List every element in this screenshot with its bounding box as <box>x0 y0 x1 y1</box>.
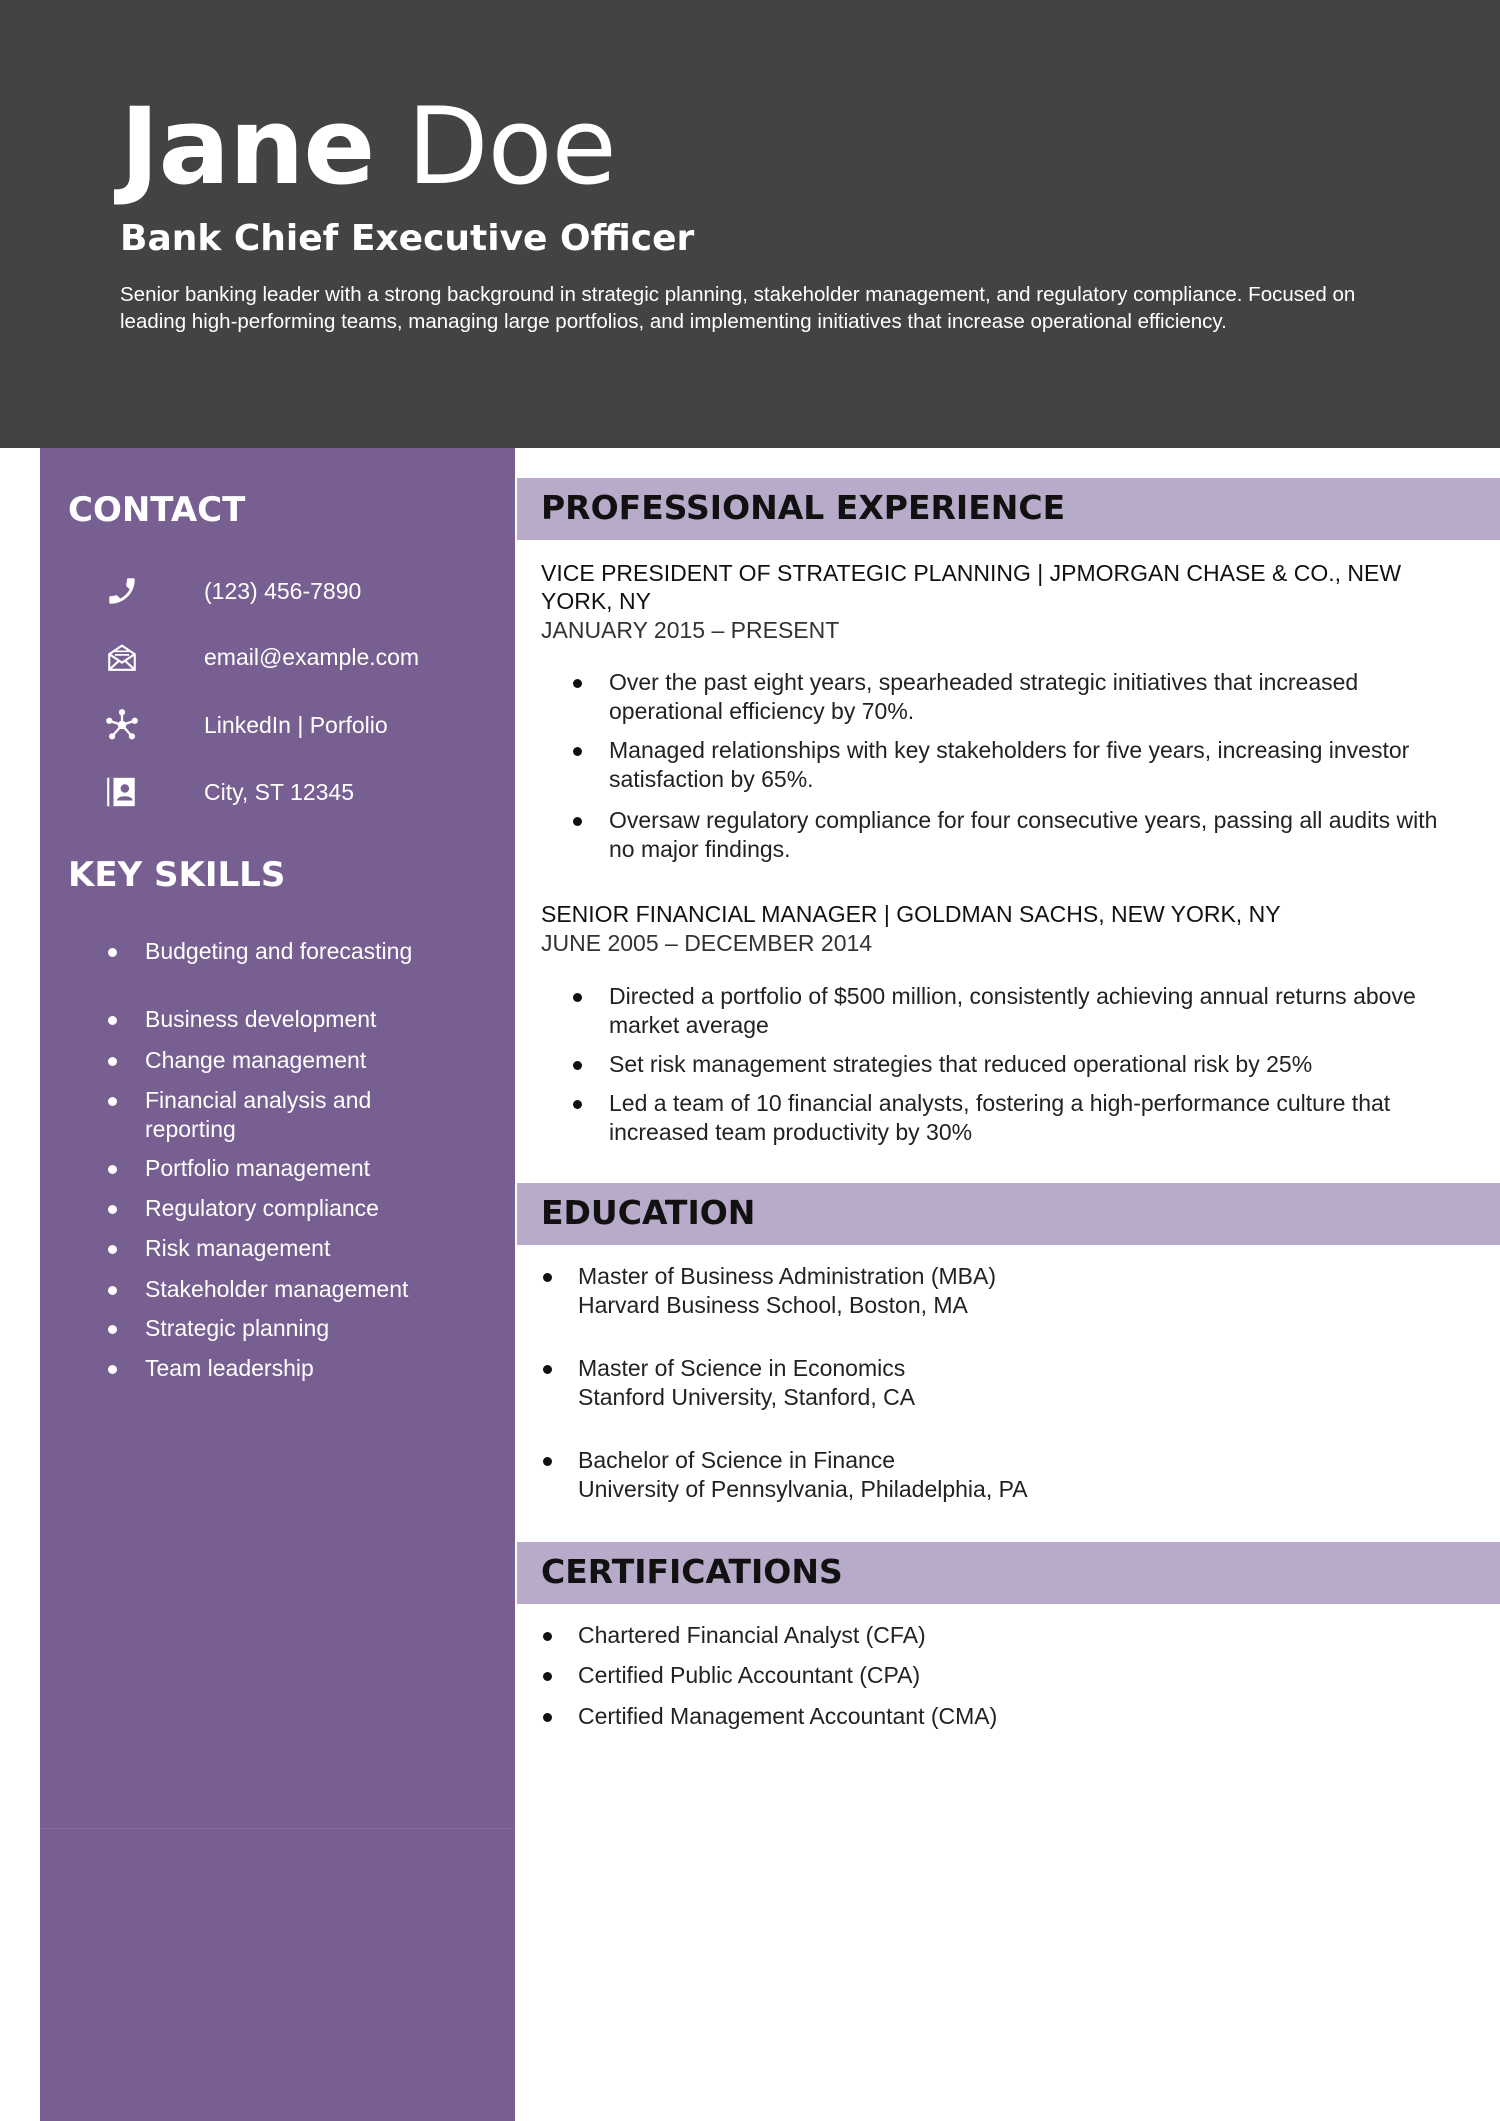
degree-name: Master of Business Administration (MBA) <box>578 1263 996 1289</box>
contact-card-icon <box>104 774 140 810</box>
bullet-dot <box>108 1245 117 1254</box>
bullet-dot <box>573 993 582 1002</box>
degree-name: Bachelor of Science in Finance <box>578 1447 896 1473</box>
job-2-title: SENIOR FINANCIAL MANAGER | GOLDMAN SACHS, NEW YORK, NY <box>541 901 1281 927</box>
bullet-dot <box>543 1273 552 1282</box>
resume-header <box>0 0 1500 448</box>
bullet-dot <box>543 1713 552 1722</box>
bullet-dot <box>108 1165 117 1174</box>
certifications-section-header <box>517 1542 1500 1604</box>
bullet-dot <box>543 1632 552 1641</box>
education-section-header <box>517 1183 1500 1245</box>
network-icon <box>104 707 140 743</box>
job-1-dates: JANUARY 2015 – PRESENT <box>541 617 840 643</box>
job-2-dates: JUNE 2005 – DECEMBER 2014 <box>541 930 873 956</box>
linkedin-text: LinkedIn | Porfolio <box>204 711 388 738</box>
bullet-dot <box>543 1457 552 1466</box>
contact-email[interactable] <box>104 637 420 677</box>
bullet-dot <box>108 948 117 957</box>
candidate-name <box>120 82 616 212</box>
bullet-dot <box>108 1205 117 1214</box>
contact-phone[interactable] <box>104 571 362 611</box>
bullet-dot <box>108 1325 117 1334</box>
bullet-dot <box>108 1097 117 1106</box>
bullet-dot <box>573 817 582 826</box>
skills-heading: KEY SKILLS <box>68 855 286 895</box>
job-title: Bank Chief Executive Officer <box>120 218 695 259</box>
bullet-dot <box>543 1365 552 1374</box>
bullet-dot <box>573 1061 582 1070</box>
bullet-dot <box>108 1365 117 1374</box>
email-text: email@example.com <box>204 643 420 670</box>
contact-heading: CONTACT <box>68 490 246 530</box>
experience-section-header <box>517 478 1500 540</box>
phone-icon <box>104 573 140 609</box>
bullet-dot <box>573 679 582 688</box>
education-heading: EDUCATION <box>541 1193 756 1232</box>
school-name: Stanford University, Stanford, CA <box>578 1384 916 1410</box>
bullet-dot <box>573 747 582 756</box>
envelope-icon <box>104 639 140 675</box>
address-text: City, ST 12345 <box>204 778 355 805</box>
first-name: Jane <box>120 85 375 208</box>
sidebar: CONTACT (123) 456-7890 email@example.com LinkedIn | Porfolio City, ST 12345 KEY SKILLS Budgeting and forecasting Business development Change management Financial analysis and reporting Portfolio management Regulatory compliance Risk management Stakeholder management Strategic planning Team leadership <box>40 448 515 2121</box>
bullet-dot <box>573 1100 582 1109</box>
contact-linkedin[interactable] <box>104 705 388 745</box>
experience-heading: PROFESSIONAL EXPERIENCE <box>541 488 1066 527</box>
bullet-dot <box>108 1057 117 1066</box>
page-fold-line <box>40 1828 515 1829</box>
last-name: Doe <box>407 85 616 208</box>
phone-text: (123) 456-7890 <box>204 577 362 604</box>
degree-name: Master of Science in Economics <box>578 1355 906 1381</box>
school-name: Harvard Business School, Boston, MA <box>578 1292 968 1318</box>
bullet-dot <box>108 1286 117 1295</box>
bullet-dot <box>543 1672 552 1681</box>
contact-address <box>104 772 355 812</box>
skill-item: Budgeting and forecasting <box>108 937 428 995</box>
job-1-title: VICE PRESIDENT OF STRATEGIC PLANNING | JPMORGAN CHASE & CO., NEW YORK, NY <box>541 560 1402 614</box>
certifications-heading: CERTIFICATIONS <box>541 1552 843 1591</box>
professional-summary: Senior banking leader with a strong background in strategic planning, stakeholder management, and regulatory compliance. Focused on leading high-performing teams, managing large portfolios, and implementing initiatives that increase operational efficiency. <box>120 283 1356 333</box>
bullet-dot <box>108 1016 117 1025</box>
school-name: University of Pennsylvania, Philadelphia, PA <box>578 1476 1028 1502</box>
